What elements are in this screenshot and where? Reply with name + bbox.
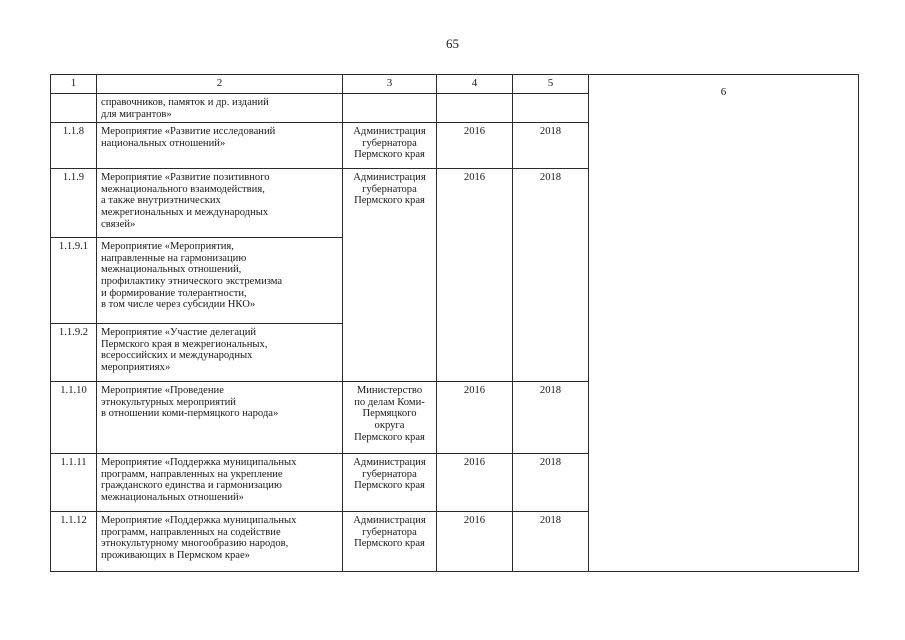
row-org-text: Администрация губернатора Пермского края [353, 172, 426, 207]
row-org-text: Министерство по делам Коми- Пермяцкого округа Пермского края [354, 385, 425, 443]
header-col-3: 3 [343, 75, 437, 94]
row-desc-text: Мероприятие «Участие делегаций Пермского края в межрегиональных, всероссийских и международных мероприятиях» [101, 327, 268, 373]
row-desc-text: Мероприятие «Развитие исследований национальных отношений» [101, 126, 276, 149]
header-col-6: 6 [589, 75, 859, 572]
row-end-year: 2018 [513, 169, 589, 382]
row-num: 1.1.12 [51, 512, 97, 572]
header-row [51, 75, 859, 94]
row-desc-text: Мероприятие «Проведение этнокультурных мероприятий в отношении коми-пермяцкого народа» [101, 385, 279, 420]
row-org [343, 123, 437, 169]
row-start-year: 2016 [437, 512, 513, 572]
row-start-year: 2016 [437, 382, 513, 454]
row-desc [97, 123, 343, 169]
row-org [343, 382, 437, 454]
row-start-year: 2016 [437, 123, 513, 169]
row-num: 1.1.8 [51, 123, 97, 169]
continuation-end-cell [513, 94, 589, 123]
row-desc [97, 454, 343, 512]
row-start-year: 2016 [437, 454, 513, 512]
row-desc [97, 238, 343, 324]
row-desc-text: Мероприятие «Поддержка муниципальных программ, направленных на укрепление гражданского единства и гармонизацию межнациональных отношений» [101, 457, 297, 503]
row-num: 1.1.9.1 [51, 238, 97, 324]
row-desc-text: Мероприятие «Развитие позитивного межнационального взаимодействия, а также внутриэтнических межрегиональных и международных связей» [101, 172, 270, 230]
row-end-year: 2018 [513, 512, 589, 572]
row-num: 1.1.9 [51, 169, 97, 238]
continuation-start-cell [437, 94, 513, 123]
row-desc [97, 382, 343, 454]
row-start-year: 2016 [437, 169, 513, 382]
row-org-text: Администрация губернатора Пермского края [353, 457, 426, 492]
row-desc [97, 324, 343, 382]
header-col-2: 2 [97, 75, 343, 94]
row-desc [97, 169, 343, 238]
row-org [343, 454, 437, 512]
continuation-text [97, 94, 343, 123]
row-org [343, 169, 437, 382]
events-table [50, 74, 859, 572]
row-end-year: 2018 [513, 123, 589, 169]
row-org-text: Администрация губернатора Пермского края [353, 515, 426, 550]
page-number: 65 [446, 36, 459, 51]
header-col-5: 5 [513, 75, 589, 94]
row-num: 1.1.10 [51, 382, 97, 454]
row-end-year: 2018 [513, 382, 589, 454]
row-org [343, 512, 437, 572]
header-col-4: 4 [437, 75, 513, 94]
row-num: 1.1.11 [51, 454, 97, 512]
row-org-text: Администрация губернатора Пермского края [353, 126, 426, 161]
row-desc [97, 512, 343, 572]
continuation-num-cell [51, 94, 97, 123]
row-end-year: 2018 [513, 454, 589, 512]
row-desc-text: Мероприятие «Мероприятия, направленные на гармонизацию межнациональных отношений, профилактику этнического экстремизма и формирование толерантности, в том числе через субсидии НКО» [101, 241, 283, 311]
continuation-org-cell [343, 94, 437, 123]
row-num: 1.1.9.2 [51, 324, 97, 382]
row-desc-text: Мероприятие «Поддержка муниципальных программ, направленных на содействие этнокультурному многообразию народов, проживающих в Пермском крае» [101, 515, 297, 561]
header-col-1: 1 [51, 75, 97, 94]
continuation-text-content: справочников, памяток и др. изданий для мигрантов» [101, 97, 269, 120]
